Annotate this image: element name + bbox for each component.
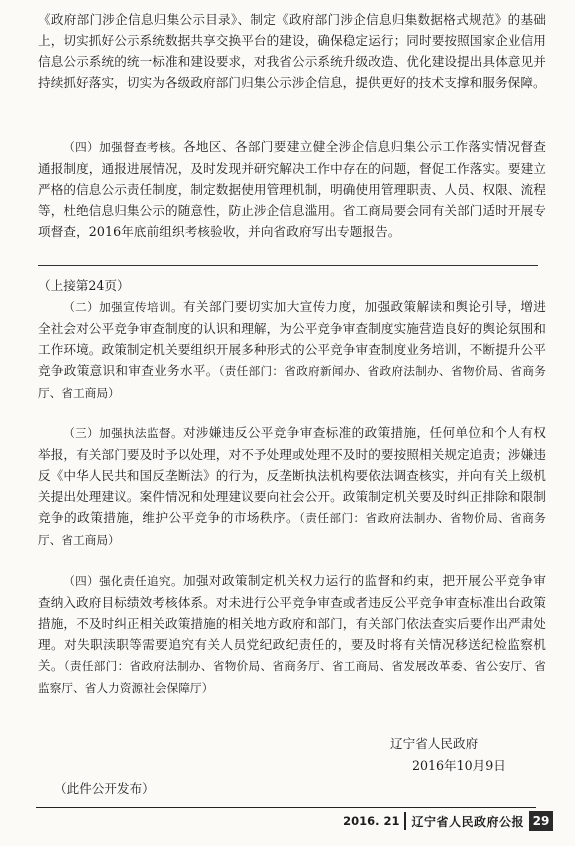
footer-rule [36,807,536,808]
publish-note: （此件公开发布） [54,781,155,796]
section-2-text: 各地区、各部门要建立健全涉企信息归集公示工作落实情况督查通报制度，通报进展情况，及时发现并研究解决工作中存在的问题，督促工作落实。要建立严格的信息公示责任制度，制定数据使用管理机制，明确使用管理职责、人员、权限、流程等，杜绝信息归集公示的随意性，防止涉企信息滥用。省工商局要会同有关部门适时开展专项督查，2016年底前组织考核验收，并向省政府写出专题报告。 [38,139,546,239]
item-2-heading: （二）加强宣传培训。 [63,300,183,314]
item-4-responsible: （责任部门：省政府法制办、省物价局、省商务厅、省工商局、省发展改革委、省公安厅、省监察厅、省人力资源社会保障厅） [38,659,547,695]
continuation-label: （上接第24页） [38,278,130,293]
section-2-paragraph [38,136,546,242]
item-3-paragraph [38,422,546,551]
section-divider [38,265,538,266]
section-1-paragraph: 《政府部门涉企信息归集公示目录》、制定《政府部门涉企信息归集数据格式规范》的基础上，切实抓好公示系统数据共享交换平台的建设，确保稳定运行；同时要按照国家企业信用信息公示系统的统一标准和建设要求，对我省公示系统升级改造、优化建设提出具体意见并持续抓好落实，切实为各级政府部门归集公示涉企信息，提供更好的技术支撑和服务保障。 [38,12,546,90]
page-footer [343,811,553,831]
footer-page-number: 29 [529,811,553,831]
item-4-heading: （四）强化责任追究。 [63,574,183,588]
item-4-text: 加强对政策制定机关权力运行的监督和约束，把开展公平竞争审查纳入政府目标绩效考核体系。对未进行公平竞争审查或者违反公平竞争审查标准出台政策措施，不及时纠正相关政策措施的相关地方政府和部门，有关部门依法查实后要作出严肃处理。对失职渎职等需要追究有关人员党纪政纪责任的，要及时将有关情况移送纪检监察机关。 [38,573,546,673]
item-4-paragraph [38,570,546,699]
item-2-paragraph [38,296,546,404]
footer-separator [404,812,406,830]
item-2-text: 有关部门要切实加大宣传力度，加强政策解读和舆论引导，增进全社会对公平竞争审查制度的认识和理解，为公平竞争审查制度实施营造良好的舆论氛围和工作环境。政策制定机关要组织开展多种形式的公平竞争审查制度业务培训，不断提升公平竞争政策意识和审查业务水平。 [38,299,546,378]
footer-issue: 2016. 21 [343,814,400,828]
item-3-heading: （三）加强执法监督。 [63,426,183,440]
item-3-responsible: （责任部门：省政府法制办、省物价局、省商务厅、省工商局） [38,511,546,547]
section-2-heading: （四）加强督查考核。 [63,140,183,154]
signature-date: 2016年10月9日 [412,758,506,773]
item-2-responsible: （责任部门：省政府新闻办、省政府法制办、省物价局、省商务厅、省工商局） [38,364,546,400]
footer-publication: 辽宁省人民政府公报 [411,814,524,829]
signature-org: 辽宁省人民政府 [390,736,479,751]
item-3-text: 对涉嫌违反公平竞争审查标准的政策措施，任何单位和个人有权举报，有关部门要及时予以处理，对不予处理或处理不及时的要按照相关规定追责；涉嫌违反《中华人民共和国反垄断法》的行为，反垄断执法机构要依法调查核实，并向有关上级机关提出处理建议。案件情况和处理建议要向社会公开。政策制定机关要及时纠正排除和限制竞争的政策措施，维护公平竞争的市场秩序。 [38,425,546,525]
